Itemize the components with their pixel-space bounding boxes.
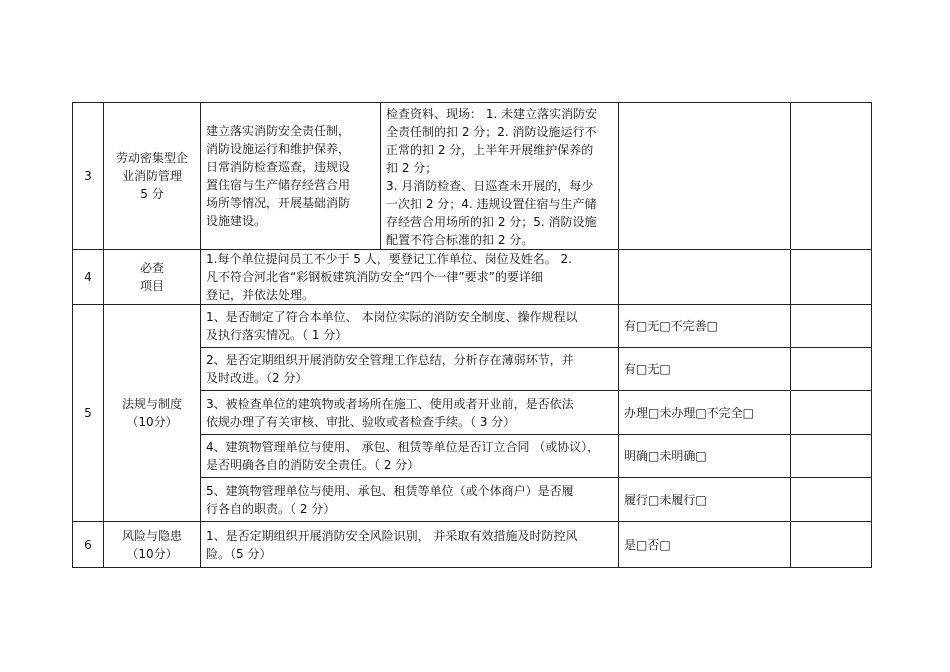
row-method: 检查资料、现场： 1. 未建立落实消防安 全责任制的扣 2 分；2. 消防设施运行不 正常的扣 2 分，上半年开展维护保养的 扣 2 分； 3. 月消防检查、日巡查未开展的，每少 一次扣 2 分；4. 违规设置住宿与生产储 存经营合用场所的扣 2 分；5. 消防设施 配置不符合标准的扣 2 分。 [381,103,619,250]
score-cell [791,348,872,391]
sub-result: 有□无□ [619,348,791,391]
score-cell [791,250,872,305]
row-item: 劳动密集型企 业消防管理 5 分 [104,103,201,250]
row-content: 建立落实消防安全责任制， 消防设施运行和维护保养， 日常消防检查巡查，违规设 置住宿与生产储存经营合用 场所等情况，开展基础消防 设施建设。 [201,103,381,250]
result-cell [619,250,791,305]
table-row [73,522,872,568]
sub-content: 3、被检查单位的建筑物或者场所在施工、使用或者开业前，是否依法 依规办理了有关审核、审批、验收或者检查手续。（ 3 分） [201,391,619,435]
sub-content: 1、是否制定了符合本单位、 本岗位实际的消防安全制度、操作规程以 及执行落实情况。（ 1 分） [201,305,619,348]
score-cell [791,305,872,348]
score-cell [791,103,872,250]
score-cell [791,391,872,435]
result-cell [619,103,791,250]
row-number: 4 [73,250,104,305]
row-item: 法规与制度 （10分） [104,305,201,522]
row-content: 1、是否定期组织开展消防安全风险识别， 并采取有效措施及时防控风 险。（5 分） [201,522,619,568]
row-result: 是□否□ [619,522,791,568]
sub-content: 2、是否定期组织开展消防安全管理工作总结，分析存在薄弱环节，并 及时改进。（2 分） [201,348,619,391]
row-number: 5 [73,305,104,522]
table-row [73,305,872,348]
sub-result: 办理□未办理□不完全□ [619,391,791,435]
sub-content: 5、建筑物管理单位与使用、承包、租赁等单位（或个体商户）是否履 行各自的职责。（ 2 分） [201,478,619,522]
score-cell [791,435,872,478]
row-number: 3 [73,103,104,250]
row-content: 1.每个单位提问员工不少于 5 人，要登记工作单位、岗位及姓名。 2. 凡不符合河北省“彩钢板建筑消防安全“四个一律”要求”的要详细 登记，并依法处理。 [201,250,619,305]
row-number: 6 [73,522,104,568]
inspection-table [72,102,872,568]
sub-result: 明确□未明确□ [619,435,791,478]
sub-result: 履行□未履行□ [619,478,791,522]
score-cell [791,478,872,522]
sub-result: 有□无□不完善□ [619,305,791,348]
table-row [73,103,872,250]
row-item: 风险与隐患 （10分） [104,522,201,568]
score-cell [791,522,872,568]
sub-content: 4、建筑物管理单位与使用、 承包、租赁等单位是否订立合同 （或协议）， 是否明确各自的消防安全责任。（ 2 分） [201,435,619,478]
table-row [73,250,872,305]
row-item: 必查 项目 [104,250,201,305]
